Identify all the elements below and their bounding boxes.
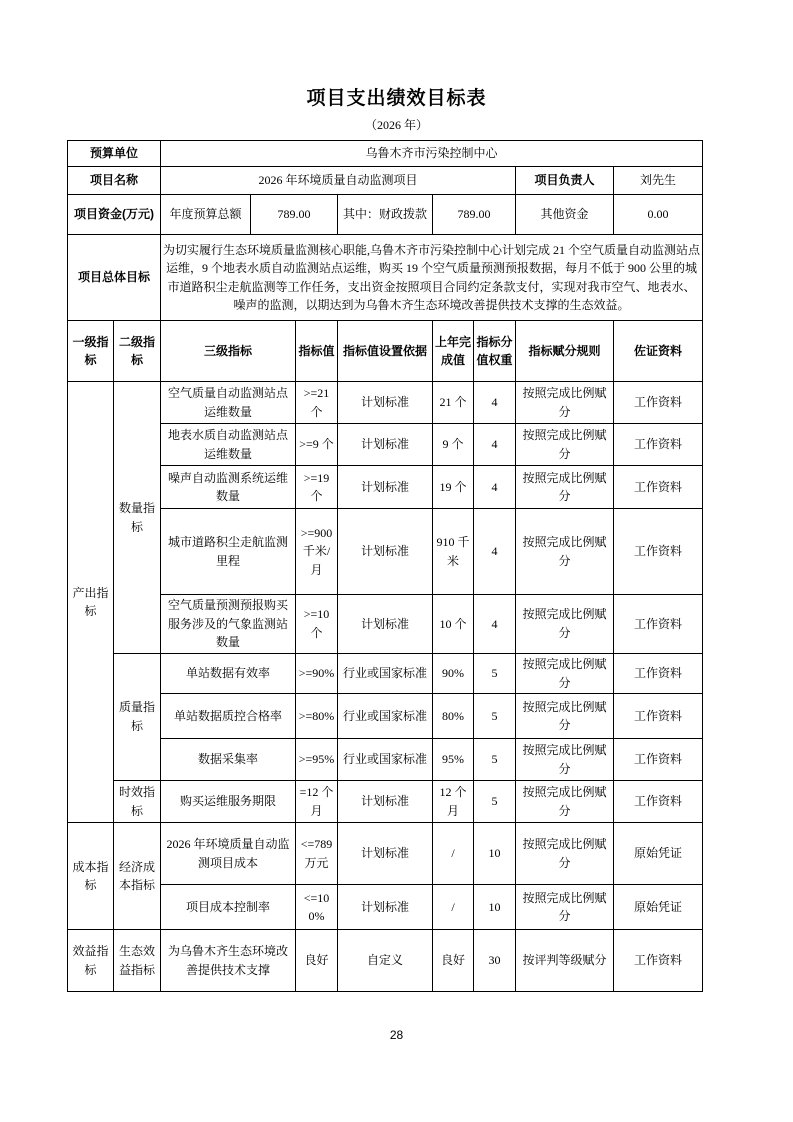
header-evidence: 佐证资料	[614, 321, 703, 382]
indicator-value-cell: >=10 个	[296, 595, 338, 654]
indicator-row	[68, 595, 703, 654]
indicator-row	[68, 424, 703, 466]
level3-indicator-cell: 数据采集率	[161, 739, 296, 781]
value-basis-cell: 行业或国家标准	[338, 739, 433, 781]
last-year-value-cell: 80%	[433, 694, 474, 739]
other-funds-value: 0.00	[614, 195, 703, 235]
project-funds-label: 项目资金(万元)	[68, 195, 161, 235]
fiscal-allocation-label: 其中：财政拨款	[338, 195, 433, 235]
indicator-value-cell: <=100%	[296, 885, 338, 930]
header-value: 指标值	[296, 321, 338, 382]
indicator-value-cell: =12 个月	[296, 781, 338, 823]
scoring-rule-cell: 按照完成比例赋分	[516, 595, 614, 654]
header-level3: 三级指标	[161, 321, 296, 382]
indicator-row	[68, 930, 703, 992]
page-title: 项目支出绩效目标表	[306, 88, 487, 109]
level3-indicator-cell: 空气质量自动监测站点运维数量	[161, 382, 296, 424]
scoring-rule-cell: 按照完成比例赋分	[516, 466, 614, 509]
level3-indicator-cell: 为乌鲁木齐生态环境改善提供技术支撑	[161, 930, 296, 992]
evidence-cell: 工作资料	[614, 382, 703, 424]
level2-eco-benefit-cell: 生态效益指标	[114, 930, 161, 992]
indicator-value-cell: >=80%	[296, 694, 338, 739]
annual-budget-value: 789.00	[251, 195, 338, 235]
indicator-value-cell: >=21 个	[296, 382, 338, 424]
indicator-row	[68, 509, 703, 595]
weight-cell: 5	[474, 694, 516, 739]
last-year-value-cell: 90%	[433, 653, 474, 693]
last-year-value-cell: 12 个月	[433, 781, 474, 823]
indicator-row	[68, 653, 703, 693]
value-basis-cell: 计划标准	[338, 781, 433, 823]
level3-indicator-cell: 噪声自动监测系统运维数量	[161, 466, 296, 509]
level3-indicator-cell: 单站数据有效率	[161, 653, 296, 693]
value-basis-cell: 自定义	[338, 930, 433, 992]
evidence-cell: 工作资料	[614, 466, 703, 509]
scoring-rule-cell: 按照完成比例赋分	[516, 885, 614, 930]
header-last-year: 上年完成值	[433, 321, 474, 382]
evidence-cell: 原始凭证	[614, 823, 703, 885]
level3-indicator-cell: 地表水质自动监测站点运维数量	[161, 424, 296, 466]
indicator-row	[68, 382, 703, 424]
value-basis-cell: 计划标准	[338, 823, 433, 885]
other-funds-label: 其他资金	[516, 195, 614, 235]
performance-target-table	[67, 140, 703, 992]
last-year-value-cell: 95%	[433, 739, 474, 781]
weight-cell: 5	[474, 781, 516, 823]
indicator-value-cell: >=95%	[296, 739, 338, 781]
indicator-row	[68, 739, 703, 781]
annual-budget-label: 年度预算总额	[161, 195, 251, 235]
weight-cell: 4	[474, 466, 516, 509]
evidence-cell: 工作资料	[614, 739, 703, 781]
weight-cell: 4	[474, 595, 516, 654]
indicator-value-cell: 良好	[296, 930, 338, 992]
indicator-value-cell: >=19 个	[296, 466, 338, 509]
project-funds-row	[68, 195, 703, 235]
evidence-cell: 工作资料	[614, 781, 703, 823]
overall-goal-text: 为切实履行生态环境质量监测核心职能,乌鲁木齐市污染控制中心计划完成 21 个空气质量自动监测站点运维，9 个地表水质自动监测站点运维，购买 19 个空气质量预测预报数据，每月不低于 900 公里的城市道路积尘走航监测等工作任务，支出资金按照项目合同约定条款支付，实现对我市空气、地表水、噪声的监测，以期达到为乌鲁木齐生态环境改善提供技术支撑的生态效益。	[161, 235, 703, 321]
evidence-cell: 工作资料	[614, 424, 703, 466]
level2-timeliness-cell: 时效指标	[114, 781, 161, 823]
scoring-rule-cell: 按照完成比例赋分	[516, 781, 614, 823]
scoring-rule-cell: 按照完成比例赋分	[516, 694, 614, 739]
weight-cell: 30	[474, 930, 516, 992]
level2-economic-cost-cell: 经济成本指标	[114, 823, 161, 930]
overall-goal-row	[68, 235, 703, 321]
scoring-rule-cell: 按照完成比例赋分	[516, 509, 614, 595]
level3-indicator-cell: 城市道路积尘走航监测里程	[161, 509, 296, 595]
page-subtitle: （2026 年）	[364, 117, 428, 132]
value-basis-cell: 计划标准	[338, 595, 433, 654]
indicator-row	[68, 823, 703, 885]
budget-unit-value: 乌鲁木齐市污染控制中心	[161, 141, 703, 167]
value-basis-cell: 行业或国家标准	[338, 694, 433, 739]
project-leader-value: 刘先生	[614, 167, 703, 195]
weight-cell: 4	[474, 424, 516, 466]
scoring-rule-cell: 按评判等级赋分	[516, 930, 614, 992]
level3-indicator-cell: 空气质量预测预报购买服务涉及的气象监测站数量	[161, 595, 296, 654]
value-basis-cell: 计划标准	[338, 885, 433, 930]
indicator-value-cell: >=900 千米/月	[296, 509, 338, 595]
project-name-row	[68, 167, 703, 195]
value-basis-cell: 计划标准	[338, 424, 433, 466]
budget-unit-row	[68, 141, 703, 167]
weight-cell: 10	[474, 823, 516, 885]
last-year-value-cell: 19 个	[433, 466, 474, 509]
evidence-cell: 工作资料	[614, 509, 703, 595]
project-name-value: 2026 年环境质量自动监测项目	[161, 167, 516, 195]
scoring-rule-cell: 按照完成比例赋分	[516, 382, 614, 424]
evidence-cell: 工作资料	[614, 653, 703, 693]
header-weight: 指标分值权重	[474, 321, 516, 382]
value-basis-cell: 计划标准	[338, 509, 433, 595]
project-leader-label: 项目负责人	[516, 167, 614, 195]
weight-cell: 5	[474, 739, 516, 781]
weight-cell: 4	[474, 382, 516, 424]
indicator-row	[68, 694, 703, 739]
value-basis-cell: 行业或国家标准	[338, 653, 433, 693]
header-rule: 指标赋分规则	[516, 321, 614, 382]
indicator-value-cell: >=90%	[296, 653, 338, 693]
level1-benefit-cell: 效益指标	[68, 930, 114, 992]
header-level1: 一级指标	[68, 321, 114, 382]
last-year-value-cell: 10 个	[433, 595, 474, 654]
evidence-cell: 工作资料	[614, 694, 703, 739]
last-year-value-cell: 良好	[433, 930, 474, 992]
indicator-header-row	[68, 321, 703, 382]
header-basis: 指标值设置依据	[338, 321, 433, 382]
page-number: 28	[389, 1028, 404, 1042]
last-year-value-cell: 21 个	[433, 382, 474, 424]
level3-indicator-cell: 2026 年环境质量自动监测项目成本	[161, 823, 296, 885]
project-name-label: 项目名称	[68, 167, 161, 195]
header-level2: 二级指标	[114, 321, 161, 382]
indicator-row	[68, 885, 703, 930]
weight-cell: 5	[474, 653, 516, 693]
level3-indicator-cell: 单站数据质控合格率	[161, 694, 296, 739]
level1-cost-cell: 成本指标	[68, 823, 114, 930]
last-year-value-cell: 9 个	[433, 424, 474, 466]
scoring-rule-cell: 按照完成比例赋分	[516, 424, 614, 466]
overall-goal-label: 项目总体目标	[68, 235, 161, 321]
last-year-value-cell: /	[433, 823, 474, 885]
indicator-value-cell: <=789 万元	[296, 823, 338, 885]
weight-cell: 10	[474, 885, 516, 930]
evidence-cell: 工作资料	[614, 595, 703, 654]
evidence-cell: 工作资料	[614, 930, 703, 992]
budget-unit-label: 预算单位	[68, 141, 161, 167]
scoring-rule-cell: 按照完成比例赋分	[516, 653, 614, 693]
indicator-row	[68, 466, 703, 509]
level2-quality-cell: 质量指标	[114, 653, 161, 780]
scoring-rule-cell: 按照完成比例赋分	[516, 739, 614, 781]
evidence-cell: 原始凭证	[614, 885, 703, 930]
value-basis-cell: 计划标准	[338, 466, 433, 509]
last-year-value-cell: /	[433, 885, 474, 930]
level1-output-cell: 产出指标	[68, 382, 114, 823]
value-basis-cell: 计划标准	[338, 382, 433, 424]
indicator-row	[68, 781, 703, 823]
indicator-value-cell: >=9 个	[296, 424, 338, 466]
fiscal-allocation-value: 789.00	[433, 195, 516, 235]
scoring-rule-cell: 按照完成比例赋分	[516, 823, 614, 885]
last-year-value-cell: 910 千米	[433, 509, 474, 595]
level3-indicator-cell: 项目成本控制率	[161, 885, 296, 930]
level2-quantity-cell: 数量指标	[114, 382, 161, 654]
level3-indicator-cell: 购买运维服务期限	[161, 781, 296, 823]
weight-cell: 4	[474, 509, 516, 595]
